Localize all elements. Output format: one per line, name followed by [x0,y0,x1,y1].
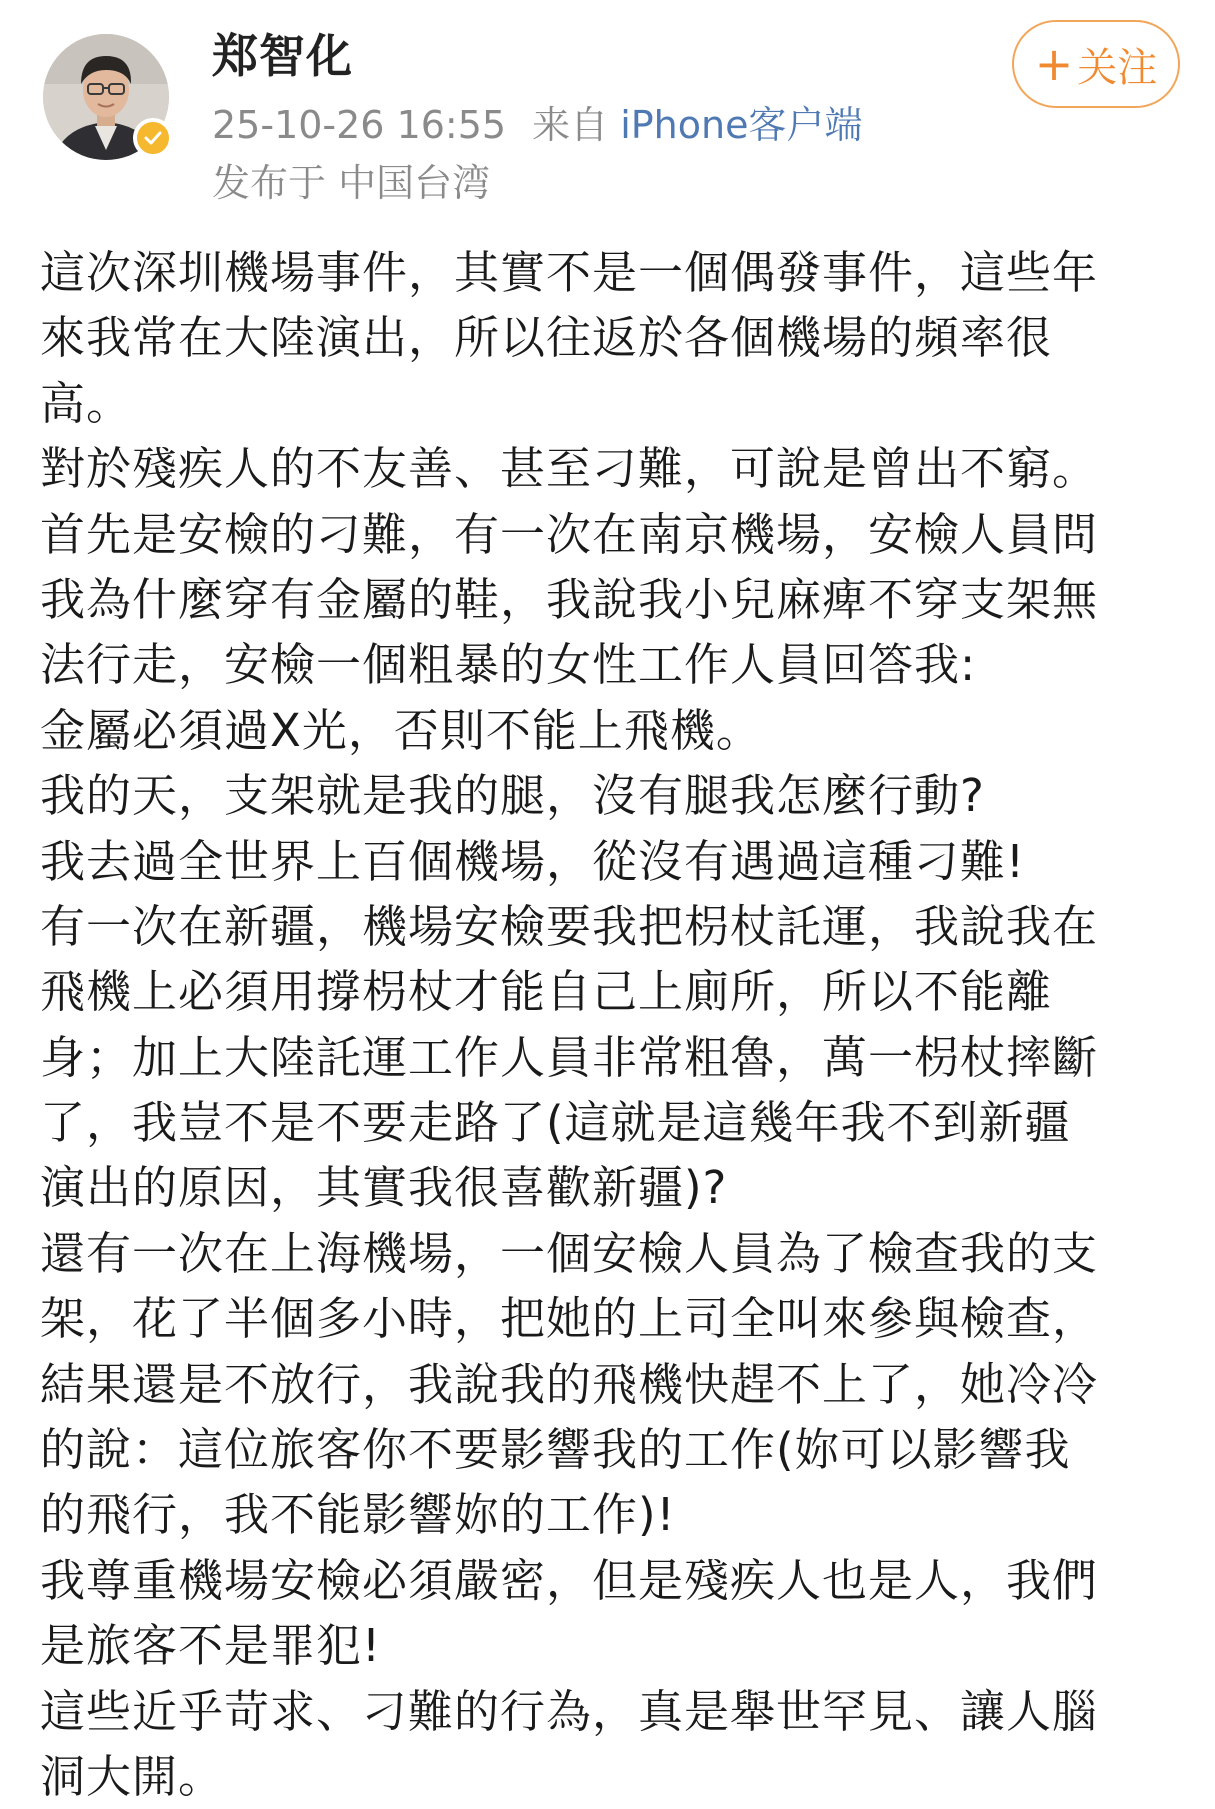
post-line: 這次深圳機場事件，其實不是一個偶發事件，這些年 [40,246,1099,299]
follow-label: 关注 [1077,44,1158,91]
post-line: 對於殘疾人的不友善、甚至刁難，可說是曾出不窮。 [40,442,1099,496]
post-timestamp: 25-10-26 16:55 [212,103,507,147]
post-line: 有一次在新疆，機場安檢要我把枴杖託運，我說我在 [40,899,1099,953]
author-name[interactable]: 郑智化 [212,29,353,83]
post-line: 來我常在大陸演出，所以往返於各個機場的頻率很 [40,311,1053,365]
follow-button[interactable] [1012,20,1180,108]
post-line: 法行走，安檢一個粗暴的女性工作人員回答我: [40,638,977,692]
post-line: 我為什麼穿有金屬的鞋，我說我小兒麻痺不穿支架無 [40,572,1099,626]
post-line: 洞大開。 [40,1749,225,1803]
post-line: 我尊重機場安檢必須嚴密，但是殘疾人也是人，我們 [40,1553,1099,1607]
post-line: 金屬必須過X光，否則不能上飛機。 [40,703,762,757]
post-line: 架，花了半個多小時，把她的上司全叫來參與檢查， [40,1292,1099,1346]
post-line: 的飛行，我不能影響妳的工作)! [40,1488,676,1542]
source-prefix: 来自 [532,103,609,147]
plus-icon: + [1034,37,1074,91]
post-line: 演出的原因，其實我很喜歡新疆)? [40,1161,728,1215]
source-link[interactable]: iPhone客户端 [620,103,863,147]
post-meta [212,98,862,152]
post-line: 的說：這位旅客你不要影響我的工作(妳可以影響我 [40,1423,1071,1477]
post-line: 這些近乎苛求、刁難的行為，真是舉世罕見、讓人腦 [40,1684,1099,1738]
post-line: 結果還是不放行，我說我的飛機快趕不上了，她冷冷 [40,1357,1099,1411]
post-line: 我的天，支架就是我的腿，沒有腿我怎麼行動? [40,769,985,823]
post-line: 了，我豈不是不要走路了(這就是這幾年我不到新疆 [40,1096,1071,1150]
post-body [40,240,1180,1809]
post-line: 高。 [40,376,133,430]
post-line: 我去過全世界上百個機場，從沒有遇過這種刁難! [40,834,1026,888]
post-line: 是旅客不是罪犯! [40,1619,382,1673]
post-line: 首先是安檢的刁難，有一次在南京機場，安檢人員問 [40,507,1099,561]
post-line: 還有一次在上海機場，一個安檢人員為了檢查我的支 [40,1226,1099,1280]
post-line: 身；加上大陸託運工作人員非常粗魯，萬一枴杖摔斷 [40,1030,1099,1084]
verified-icon [133,118,173,158]
post-line: 飛機上必須用撐枴杖才能自己上廁所，所以不能離 [40,965,1053,1019]
post-location: 发布于 中国台湾 [212,161,491,205]
avatar[interactable] [43,34,169,160]
